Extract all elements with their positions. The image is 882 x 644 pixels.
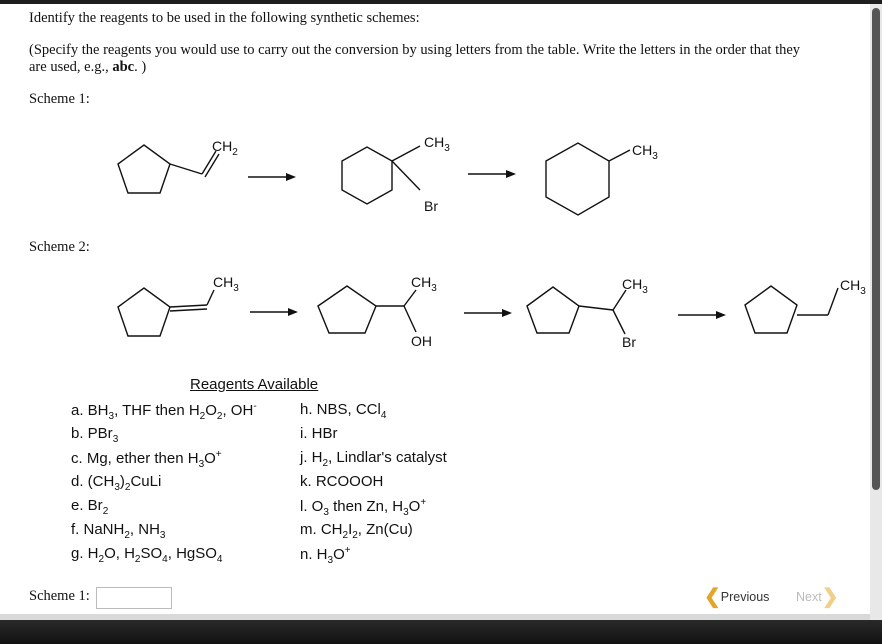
chevron-left-icon: ❮ [704,586,721,608]
scrollbar-thumb[interactable] [872,8,880,490]
chevron-right-icon: ❯ [821,586,839,608]
s1-bond-to-ch3-2 [609,150,630,161]
s1-br-label: Br [424,198,438,214]
reagent-item: j. $H_2$, Lindlar's catalyst [300,449,447,469]
s2-ch3-label-a: $CH_3$ [213,274,239,294]
s1-cyclopentane-1 [118,145,170,193]
previous-label: Previous [720,590,770,604]
scheme1-answer-input[interactable] [96,587,172,609]
reagents-heading: Reagents Available [190,376,319,393]
s2-cyclopentane-3 [527,287,579,333]
s2-double-bond-a [170,305,207,307]
s1-arrow-1-head [286,173,296,181]
reagent-item: d. $(CH_3)_2CuLi$ [71,473,162,493]
previous-button[interactable] [704,586,770,608]
s2-cyclopentane-4 [745,286,797,333]
s1-bond-to-br [392,161,420,190]
s2-arrow-2-head [502,309,512,317]
next-label: Next [796,590,822,604]
reagent-item: f. NaNH$_2$, $NH_3$ [71,521,166,541]
s2-ch3-label-c: $CH_3$ [622,276,648,296]
reagent-item: l. $O_3$ then Zn, $H_3O^+$ [300,497,427,518]
s2-bond-to-oh [404,306,416,332]
s1-cyclohexane-1 [342,147,392,204]
s1-bond-ring-alkene [170,164,202,174]
s1-bond-to-ch3 [392,146,420,161]
reagent-item: c. Mg, ether then $H_3O^+$ [71,449,222,470]
s2-br-label: Br [622,334,636,350]
s1-ch3-label-a: $CH_3$ [424,134,450,154]
s2-bond-to-ch3 [207,290,214,305]
reagent-item: h. NBS, CCl$_4$ [300,401,387,421]
next-button[interactable] [796,586,839,608]
reagent-item: i. HBr [300,425,338,442]
scheme1-label: Scheme 1: [29,91,90,107]
s1-ch2-label: $CH_2$ [212,138,238,158]
reagent-item: e. $Br_2$ [71,497,109,517]
s2-ch3-label-b: $CH_3$ [411,274,437,294]
s2-arrow-3-head [716,311,726,319]
s2-bond-to-br [613,310,625,334]
instruction-line-1: (Specify the reagents you would use to carry out the conversion by using letters from the table. Write the letters in the order that they [29,42,801,58]
s1-arrow-2-head [506,170,516,178]
s1-cyclohexane-2 [546,143,609,215]
vertical-scrollbar[interactable] [870,4,882,620]
question-title: Identify the reagents to be used in the following synthetic schemes: [29,10,420,26]
s2-oh-label: OH [411,333,432,349]
s2-bond-to-ch3-2 [404,290,416,306]
reagent-item: a. $BH_3$, THF then $H_2O_2$, OH- [71,401,257,422]
answer-label: Scheme 1: [29,588,90,604]
s2-double-bond-b [170,309,207,311]
s2-bond-to-ch3-4 [828,288,838,315]
reagent-item: m. $CH_2I_2$, Zn(Cu) [300,521,413,541]
reagent-item: b. PBr$_3$ [71,425,119,445]
s2-ch3-label-d: $CH_3$ [840,277,866,297]
scheme2-label: Scheme 2: [29,239,90,255]
reagent-item: k. RCOOOH [300,473,384,490]
s2-bond-ring-c-3 [579,306,613,310]
instruction-suffix: . ) [134,59,147,75]
reagent-item: g. $H_2O$, $H_2SO_4$, HgSO$_4$ [71,545,223,565]
s2-bond-to-ch3-3 [613,290,626,310]
s2-cyclopentane-2 [318,286,376,333]
s1-ch3-label-b: $CH_3$ [632,142,658,162]
s2-arrow-1-head [288,308,298,316]
instruction-example: abc [112,59,135,75]
s2-cyclopentane-1 [118,288,170,336]
instruction-prefix: are used, e.g., [29,59,109,75]
bottom-bar [0,620,882,644]
reagent-item: n. $H_3O^+$ [300,545,351,566]
